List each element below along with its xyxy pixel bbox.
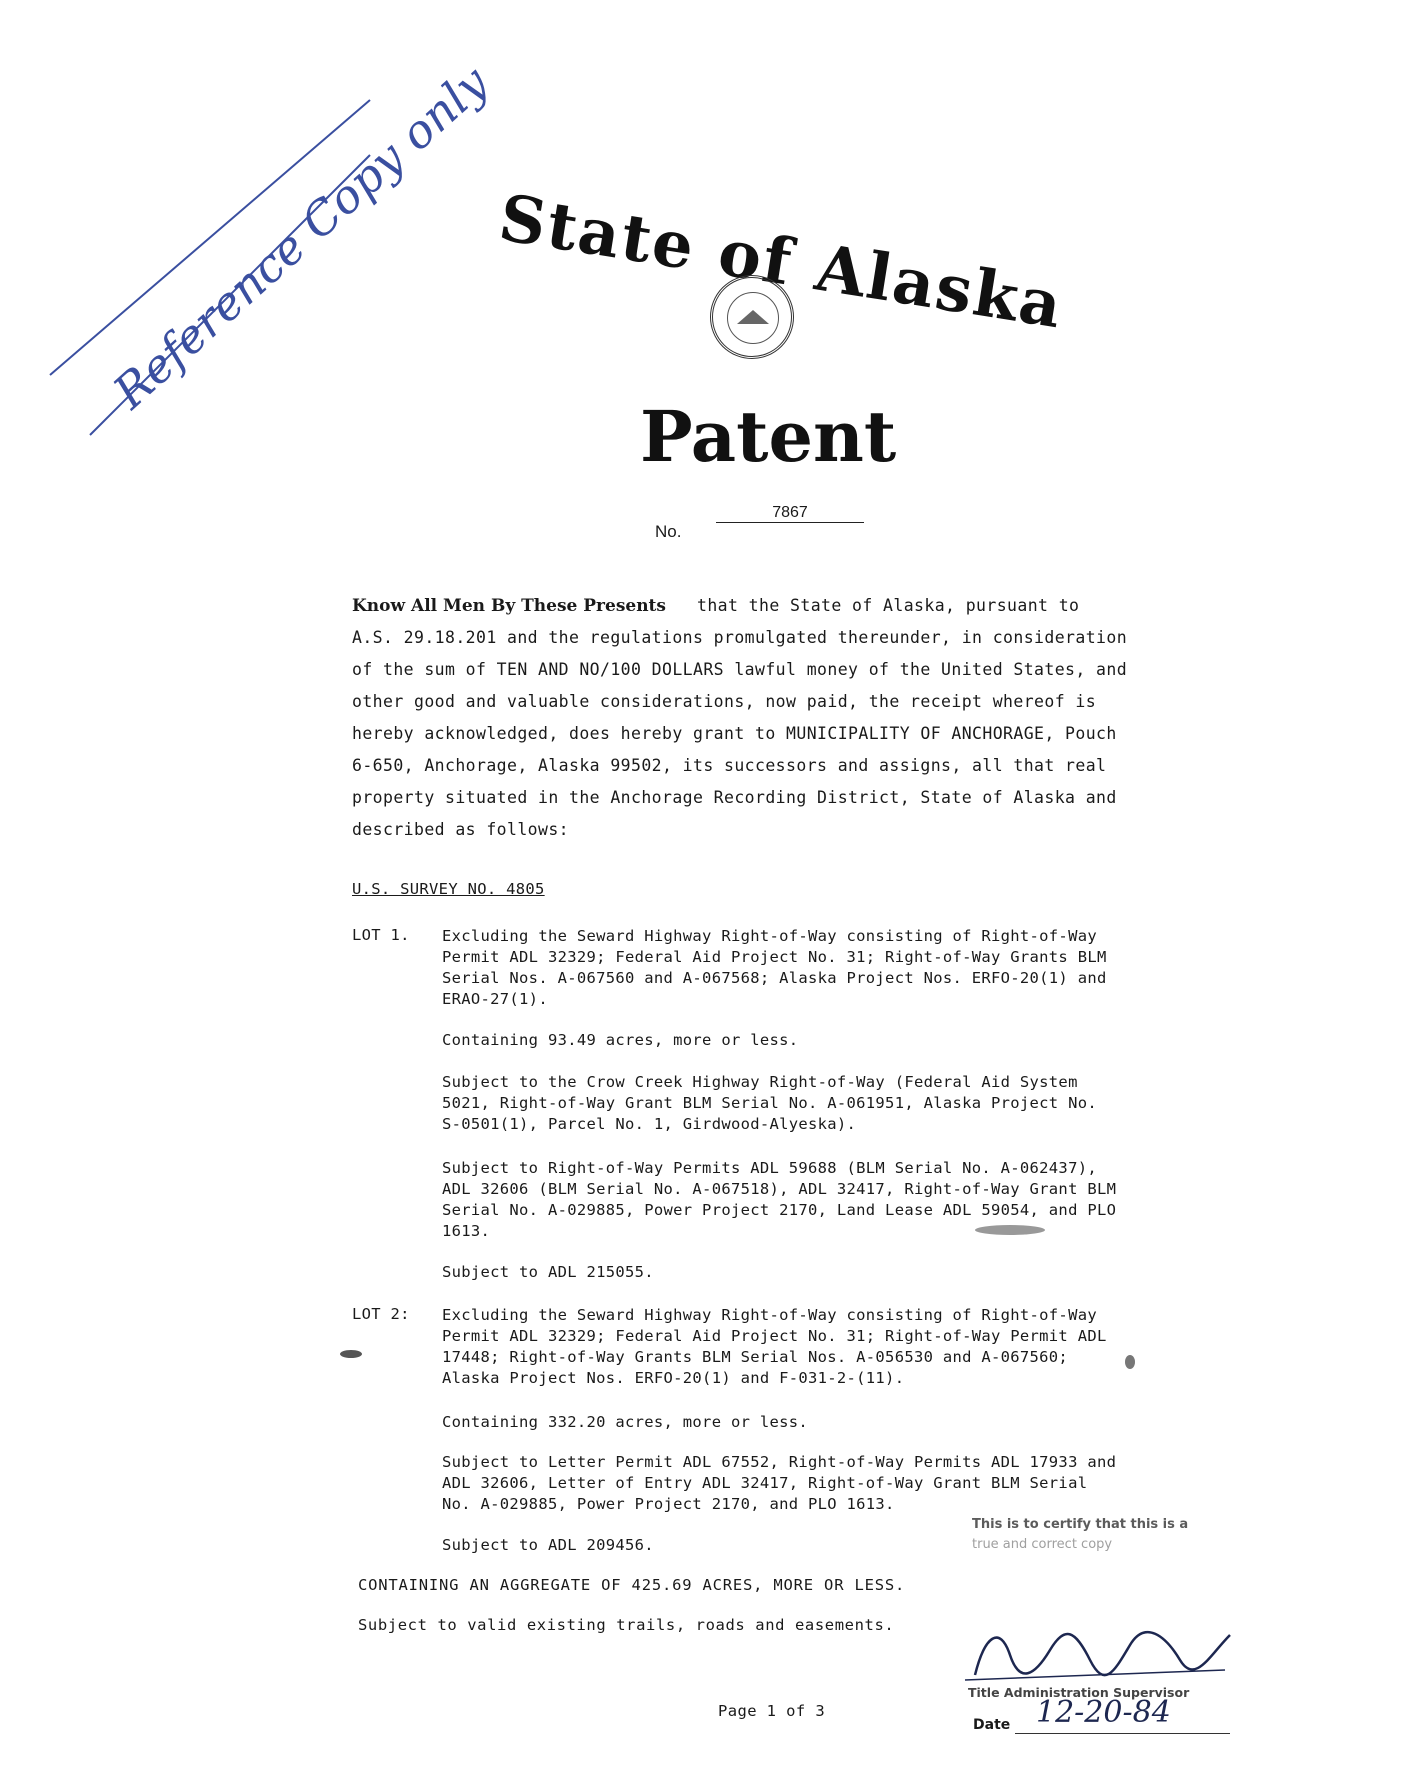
lot-1-subject-permits: Subject to Right-of-Way Permits ADL 59688 (BLM Serial No. A-062437), ADL 32606 (BLM Serial No. A-067518), ADL 32417, Right-of-Way Grant BLM Serial No. A-029885, Power Project 2170, Land Lease ADL 59054, and PLO 1613.: [442, 1159, 1117, 1240]
state-of-alaska-title: State of Alaska: [494, 180, 1069, 344]
lot-2-subject-adl: Subject to ADL 209456.: [442, 1536, 654, 1554]
patent-number-value: 7867: [716, 504, 864, 523]
lot-2-subject-permits: Subject to Letter Permit ADL 67552, Right-of-Way Permits ADL 17933 and ADL 32606, Letter of Entry ADL 32417, Right-of-Way Grant BLM Serial No. A-029885, Power Project 2170, and PLO 1613.: [442, 1453, 1117, 1513]
grant-paragraph: [352, 590, 1182, 846]
body-line: 6-650, Anchorage, Alaska 99502, its successors and assigns, all that real: [352, 756, 1107, 775]
date-underline: [1015, 1733, 1230, 1734]
body-line: A.S. 29.18.201 and the regulations promulgated thereunder, in consideration: [352, 628, 1128, 647]
scan-speck: [340, 1350, 362, 1358]
signature-mark: [955, 1615, 1240, 1690]
page-number: Page 1 of 3: [718, 1702, 826, 1720]
lot-1-subject-adl: Subject to ADL 215055.: [442, 1263, 654, 1281]
lot-1-subject-crow-creek: Subject to the Crow Creek Highway Right-of-Way (Federal Aid System 5021, Right-of-Way Grant BLM Serial No. A-061951, Alaska Project No. S-0501(1), Parcel No. 1, Girdwood-Alyeska).: [442, 1073, 1097, 1133]
lot-2-excluding: Excluding the Seward Highway Right-of-Way consisting of Right-of-Way Permit ADL 32329; Federal Aid Project No. 31; Right-of-Way Permit ADL 17448; Right-of-Way Grants BLM Serial Nos. A-056530 and A-067560; Alaska Project Nos. ERFO-20(1) and F-031-2-(11).: [442, 1306, 1107, 1387]
date-value: 12-20-84: [1036, 1695, 1171, 1730]
lot-1-label: LOT 1.: [352, 926, 410, 944]
certification-line-2: true and correct copy: [972, 1537, 1113, 1552]
lead-phrase: Know All Men By These Presents: [352, 596, 666, 616]
patent-title: Patent: [640, 395, 897, 478]
body-line: property situated in the Anchorage Recording District, State of Alaska and: [352, 788, 1117, 807]
trails-easements-clause: Subject to valid existing trails, roads and easements.: [358, 1616, 895, 1634]
reference-copy-text: Reference Copy only: [102, 55, 499, 419]
scan-speck: [1125, 1355, 1135, 1369]
survey-heading: U.S. SURVEY NO. 4805: [352, 880, 545, 898]
lot-1-excluding: Excluding the Seward Highway Right-of-Way consisting of Right-of-Way Permit ADL 32329; Federal Aid Project No. 31; Right-of-Way Grants BLM Serial Nos. A-067560 and A-067568; Alaska Project Nos. ERFO-20(1) and ERAO-27(1).: [442, 927, 1107, 1008]
supervisor-title: Title Administration Supervisor: [968, 1685, 1190, 1700]
certification-stamp: [972, 1515, 1232, 1555]
body-line-1: that the State of Alaska, pursuant to: [697, 596, 1080, 615]
date-label: Date: [973, 1717, 1011, 1733]
state-seal-icon: [710, 275, 794, 359]
patent-number-label: No.: [655, 522, 682, 541]
body-line: hereby acknowledged, does hereby grant to MUNICIPALITY OF ANCHORAGE, Pouch: [352, 724, 1117, 743]
lot-1-containing: Containing 93.49 acres, more or less.: [442, 1031, 799, 1049]
lot-2-containing: Containing 332.20 acres, more or less.: [442, 1413, 809, 1431]
aggregate-acreage: CONTAINING AN AGGREGATE OF 425.69 ACRES, MORE OR LESS.: [358, 1576, 906, 1594]
body-line: described as follows:: [352, 820, 570, 839]
body-line: of the sum of TEN AND NO/100 DOLLARS lawful money of the United States, and: [352, 660, 1128, 679]
body-line: other good and valuable considerations, now paid, the receipt whereof is: [352, 692, 1097, 711]
handwritten-reference-note: [40, 55, 499, 440]
lot-2-label: LOT 2:: [352, 1305, 410, 1323]
scan-speck: [975, 1225, 1045, 1235]
certification-line-1: This is to certify that this is a: [972, 1517, 1189, 1532]
